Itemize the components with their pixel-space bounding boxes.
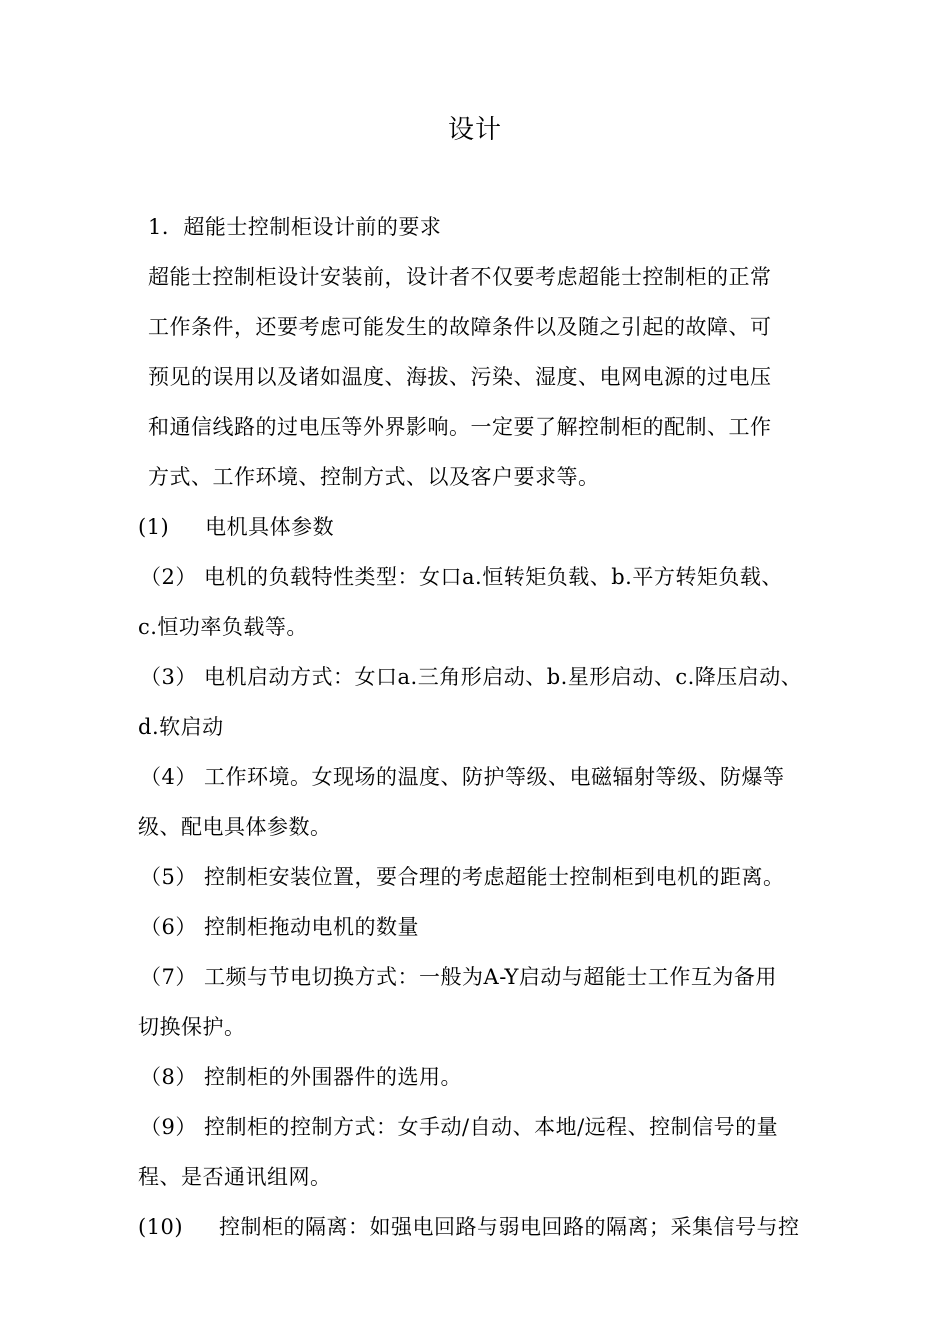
paragraph-line: 超能士控制柜设计安装前，设计者不仅要考虑超能士控制柜的正常 [148, 265, 772, 289]
list-item-continuation: 程、是否通讯组网。 [138, 1165, 332, 1189]
list-item: （9） 控制柜的控制方式：女手动/自动、本地/远程、控制信号的量 [140, 1115, 779, 1139]
paragraph-line: 预见的误用以及诸如温度、海拔、污染、湿度、电网电源的过电压 [148, 365, 772, 389]
list-item: （6） 控制柜拖动电机的数量 [140, 915, 420, 939]
list-item: （2） 电机的负载特性类型：女口a.恒转矩负载、b.平方转矩负载、 [140, 565, 783, 589]
list-item: （7） 工频与节电切换方式：一般为A-Y启动与超能士工作互为备用 [140, 965, 777, 989]
list-item-continuation: 级、配电具体参数。 [138, 815, 332, 839]
paragraph-line: 工作条件，还要考虑可能发生的故障条件以及随之引起的故障、可 [148, 315, 772, 339]
section-heading: 1．超能士控制柜设计前的要求 [148, 215, 442, 239]
list-item-continuation: 切换保护。 [138, 1015, 246, 1039]
paragraph-line: 方式、工作环境、控制方式、以及客户要求等。 [148, 465, 600, 489]
paragraph-line: 和通信线路的过电压等外界影响。一定要了解控制柜的配制、工作 [148, 415, 772, 439]
document-title: 设计 [447, 115, 502, 145]
list-item-continuation: c.恒功率负载等。 [138, 615, 308, 639]
list-item: （5） 控制柜安装位置，要合理的考虑超能士控制柜到电机的距离。 [140, 865, 785, 889]
list-item: (1) 电机具体参数 [138, 515, 335, 539]
list-item: （3） 电机启动方式：女口a.三角形启动、b.星形启动、c.降压启动、 [140, 665, 803, 689]
list-item: （4） 工作环境。女现场的温度、防护等级、电磁辐射等级、防爆等 [140, 765, 785, 789]
list-item: （8） 控制柜的外围器件的选用。 [140, 1065, 463, 1089]
list-item-continuation: d.软启动 [138, 715, 224, 739]
list-item: (10) 控制柜的隔离：如强电回路与弱电回路的隔离；采集信号与控 [138, 1215, 800, 1239]
